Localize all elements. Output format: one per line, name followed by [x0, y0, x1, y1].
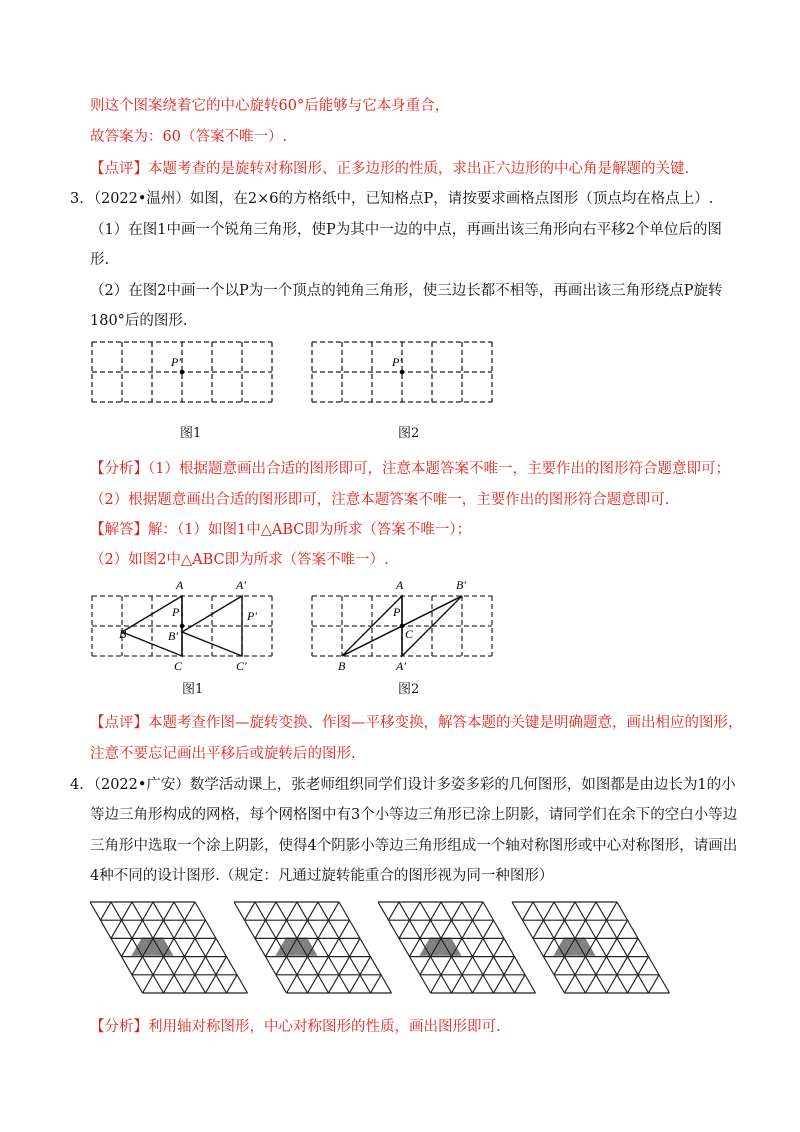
triangle-grid-3: [378, 902, 536, 993]
triangle-grids: [88, 894, 708, 1004]
comment-line: 【点评】本题考查的是旋转对称图形、正多边形的性质，求出正六边形的中心角是解题的关键.: [90, 161, 690, 177]
grid-figures-question: [88, 338, 508, 406]
question-3-part-1-cont: 形.: [90, 252, 110, 268]
label-a-prime: A′: [396, 659, 406, 673]
label-p: P′: [392, 355, 402, 369]
grid-figures-solution: [88, 574, 518, 674]
question-4-cont: 等边三角形构成的网格，每个网格图中有3个小等边三角形已涂上阴影，请同学们在余下的空白小等边: [90, 807, 738, 823]
point-p: [400, 370, 405, 375]
label-c: C: [174, 659, 183, 673]
question-3-part-2-cont: 180°后的图形.: [90, 313, 188, 329]
label-c-prime: C′: [236, 659, 247, 673]
comment-line: 注意不要忘记画出平移后或旋转后的图形.: [90, 746, 356, 762]
point-p: [180, 370, 185, 375]
label-b-prime: B′: [168, 629, 178, 643]
analysis-line: （2）根据题意画出合适的图形即可，注意本题答案不唯一，主要作出的图形符合题意即可.: [90, 492, 670, 508]
label-a: A: [396, 578, 404, 592]
analysis-line: 【分析】（1）根据题意画出合适的图形即可，注意本题答案不唯一，主要作出的图形符合题意即可；: [90, 461, 730, 477]
label-b-prime: B′: [456, 578, 466, 592]
label-c: C: [405, 627, 414, 641]
label-p: P: [172, 605, 180, 619]
question-4-cont: 三角形中选取一个涂上阴影，使得4个阴影小等边三角形组成一个轴对称图形或中心对称图形，请画出: [90, 838, 738, 854]
label-p-prime: P′: [247, 609, 257, 623]
label-a: A: [176, 578, 184, 592]
text-line: 故答案为：60（答案不唯一）.: [90, 129, 288, 145]
triangle-grid-2: [234, 902, 392, 993]
question-3: 3．（2022•温州）如图，在2×6的方格纸中，已知格点P，请按要求画格点图形（顶点均在格点上）.: [70, 191, 714, 207]
triangle-grid-1: [90, 902, 248, 993]
figure-caption: 图1: [182, 682, 204, 697]
comment-line: 【点评】本题考查作图—旋转变换、作图—平移变换，解答本题的关键是明确题意，画出相应的图形，: [90, 715, 743, 731]
figure-caption: 图2: [398, 426, 420, 441]
triangle-grid-4: [512, 902, 670, 993]
label-p: P: [393, 605, 401, 619]
solution-line: 【解答】解：（1）如图1中△ABC即为所求（答案不唯一）；: [90, 522, 472, 538]
question-4-cont: 4种不同的设计图形.（规定：凡通过旋转能重合的图形视为同一种图形）: [90, 868, 554, 884]
question-3-part-2: （2）在图2中画一个以P为一个顶点的钝角三角形，使三边长都不相等，再画出该三角形绕点P旋转: [90, 283, 723, 299]
question-4: 4．（2022•广安）数学活动课上，张老师组织同学们设计多姿多彩的几何图形，如图都是由边长为1的小: [70, 777, 736, 793]
figure-caption: 图2: [398, 682, 420, 697]
label-b: B: [338, 659, 346, 673]
label-p: P′: [171, 355, 181, 369]
question-3-part-1: （1）在图1中画一个锐角三角形，使P为其中一边的中点，再画出该三角形向右平移2个单位后的图: [90, 222, 722, 238]
label-b: B: [119, 627, 127, 641]
figure-caption: 图1: [180, 426, 202, 441]
solution-line: （2）如图2中△ABC即为所求（答案不唯一）.: [90, 552, 389, 568]
analysis-line: 【分析】利用轴对称图形，中心对称图形的性质，画出图形即可.: [90, 1019, 501, 1035]
text-line: 则这个图案绕着它的中心旋转60°后能够与它本身重合，: [90, 98, 450, 114]
label-a-prime: A′: [236, 578, 246, 592]
